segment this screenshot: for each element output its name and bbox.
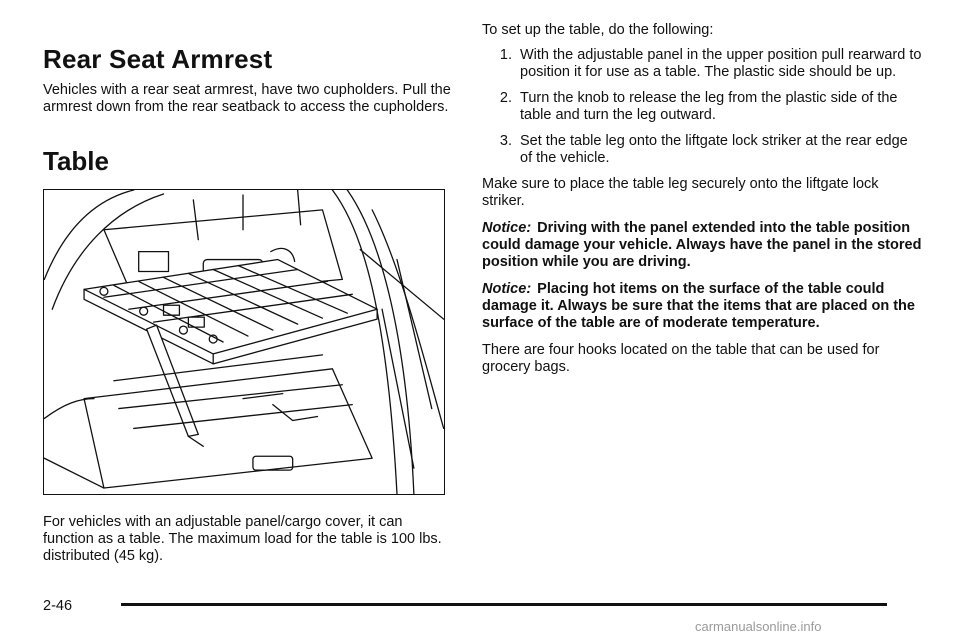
notice-hot-items: Notice: Placing hot items on the surface of the table could damage it. Always be sure that the items that are placed on the surface of the table are of moderate temperature. — [482, 281, 915, 331]
section-heading-table: Table — [43, 146, 109, 176]
list-item: 1. With the adjustable panel in the upper position pull rearward to position it for use as a table. The plastic side should be up. — [499, 47, 922, 80]
armrest-paragraph: Vehicles with a rear seat armrest, have two cupholders. Pull the armrest down from the rear seatback to access the cupholders. — [43, 82, 451, 115]
cargo-table-drawing — [44, 190, 444, 494]
setup-lead: To set up the table, do the following: — [482, 22, 714, 38]
hooks-paragraph: There are four hooks located on the table that can be used for grocery bags. — [482, 342, 880, 375]
secure-leg-paragraph: Make sure to place the table leg securely onto the liftgate lock striker. — [482, 176, 879, 209]
footer-rule — [121, 603, 887, 606]
notice-driving: Notice: Driving with the panel extended into the table position could damage your vehicle. Always have the panel in the stored position while you are driving. — [482, 220, 922, 270]
watermark: carmanualsonline.info — [695, 619, 822, 634]
cargo-table-illustration — [43, 189, 445, 495]
setup-steps — [482, 47, 922, 167]
list-item: 2. Turn the knob to release the leg from the plastic side of the table and turn the leg outward. — [499, 90, 898, 123]
page-number: 2-46 — [43, 598, 73, 614]
table-caption: For vehicles with an adjustable panel/cargo cover, it can function as a table. The maximum load for the table is 100 lbs. distributed (45 kg). — [43, 514, 442, 564]
list-item: 3. Set the table leg onto the liftgate lock striker at the rear edge of the vehicle. — [499, 133, 908, 166]
right-column — [482, 22, 922, 386]
section-heading-rear-seat-armrest: Rear Seat Armrest — [43, 44, 273, 74]
left-column — [43, 44, 453, 116]
